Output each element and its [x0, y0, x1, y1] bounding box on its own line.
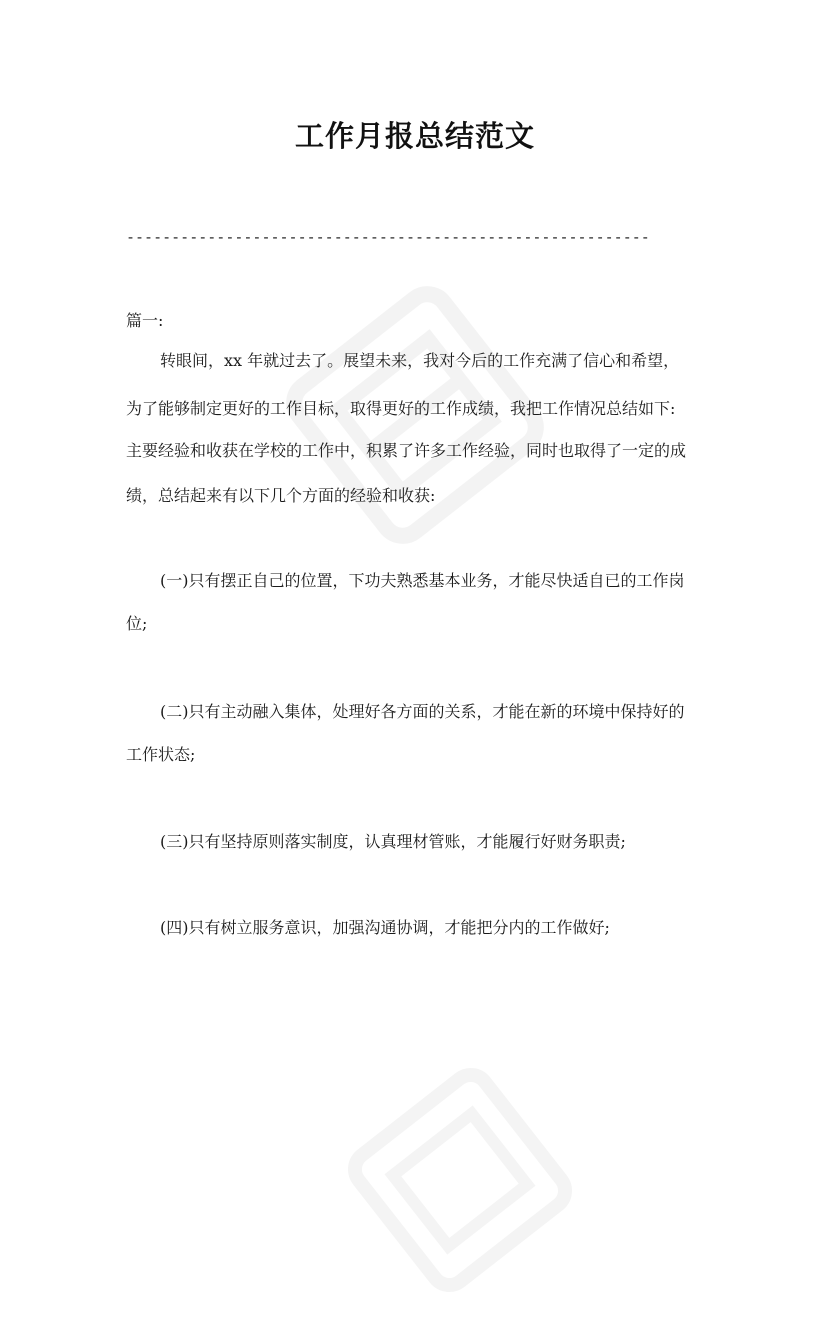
- intro-line: 绩，总结起来有以下几个方面的经验和收获:: [126, 486, 436, 505]
- title-divider: ----------------------------------------------------------: [126, 230, 650, 244]
- intro-line: 主要经验和收获在学校的工作中，积累了许多工作经验，同时也取得了一定的成: [126, 441, 687, 460]
- watermark-stamp-icon: [320, 1040, 601, 1320]
- list-item-4: (四)只有树立服务意识，加强沟通协调，才能把分内的工作做好;: [160, 918, 610, 937]
- list-item-2-cont: 工作状态;: [126, 745, 196, 764]
- list-item-1-cont: 位;: [126, 614, 148, 633]
- list-item-2: (二)只有主动融入集体，处理好各方面的关系，才能在新的环境中保持好的: [160, 702, 685, 721]
- intro-line: 转眼间，xx 年就过去了。展望未来，我对今后的工作充满了信心和希望，: [160, 351, 680, 370]
- list-item-3: (三)只有坚持原则落实制度，认真理材管账，才能履行好财务职责;: [160, 832, 626, 851]
- list-item-1: (一)只有摆正自己的位置，下功夫熟悉基本业务，才能尽快适自已的工作岗: [160, 571, 685, 590]
- intro-line: 为了能够制定更好的工作目标，取得更好的工作成绩，我把工作情况总结如下:: [126, 399, 676, 418]
- document-title: 工作月报总结范文: [294, 119, 535, 153]
- section-label: 篇一:: [126, 311, 164, 330]
